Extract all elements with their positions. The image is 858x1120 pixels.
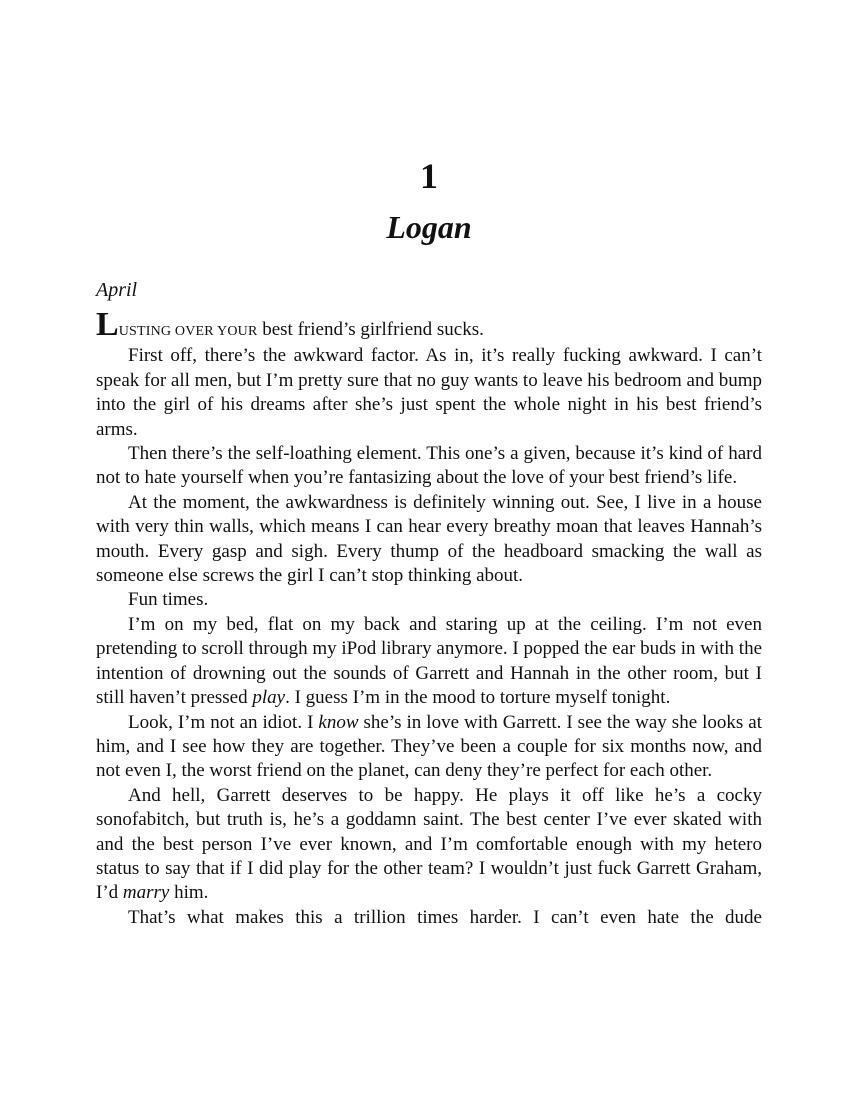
chapter-number: 1 xyxy=(420,156,438,196)
paragraph-6 xyxy=(96,613,762,711)
paragraph-8-text-a: And hell, Garrett deserves to be happy. He plays it off like he’s a cocky sonofabitch, but truth is, he’s a goddamn saint. The best center I’ve ever skated with and the best person I’ve ever known, and I’m comfortable enough with my hetero status to say that if I did play for the other team? I wouldn’t just fuck Garrett Graham, I’d xyxy=(96,784,762,904)
paragraph-9: That’s what makes this a trillion times harder. I can’t even hate the dude xyxy=(128,906,762,928)
paragraph-5: Fun times. xyxy=(128,589,209,611)
chapter-title: Logan xyxy=(386,209,472,245)
paragraph-3: Then there’s the self-loathing element. This one’s a given, because it’s kind of hard not to hate yourself when you’re fantasizing about the love of your best friend’s life. xyxy=(96,443,762,489)
small-caps-lead-in: USTING OVER YOUR xyxy=(118,324,258,339)
paragraph-7-emphasis: know xyxy=(318,711,359,733)
paragraph-6-text-b: . I guess I’m in the mood to torture myself tonight. xyxy=(285,687,671,709)
paragraph-6-text-a: I’m on my bed, flat on my back and staring up at the ceiling. I’m not even pretending to scroll through my iPod library anymore. I popped the ear buds in with the intention of drowning out the sounds of Garrett and Hannah in the other room, but I still haven’t pressed xyxy=(96,613,762,709)
paragraph-8-emphasis: marry xyxy=(122,882,170,904)
drop-cap-initial: L xyxy=(96,306,119,343)
paragraph-2: First off, there’s the awkward factor. As in, it’s really fucking awkward. I can’t speak for all men, but I’m pretty sure that no guy wants to leave his bedroom and bump into the girl of his dreams after she’s just spent the whole night in his best friend’s arms. xyxy=(96,345,762,440)
paragraph-8 xyxy=(96,784,762,906)
paragraph-7-text-a: Look, I’m not an idiot. I xyxy=(128,711,319,733)
paragraph-8-text-b: him. xyxy=(169,882,209,904)
paragraph-1-text: best friend’s girlfriend sucks. xyxy=(257,319,484,340)
chapter-dateline: April xyxy=(96,279,138,301)
paragraph-7 xyxy=(96,711,762,784)
chapter-body xyxy=(96,306,763,930)
paragraph-6-emphasis: play xyxy=(252,687,286,709)
paragraph-1 xyxy=(96,306,762,344)
paragraph-7-text-b: she’s in love with Garrett. I see the way she looks at him, and I see how they are together. They’ve been a couple for six months now, and not even I, the worst friend on the planet, can deny they’re perfect for each other. xyxy=(96,711,763,782)
paragraph-4: At the moment, the awkwardness is definitely winning out. See, I live in a house with very thin walls, which means I can hear every breathy moan that leaves Hannah’s mouth. Every gasp and sigh. Every thump of the headboard smacking the wall as someone else screws the girl I can’t stop thinking about. xyxy=(96,491,762,587)
